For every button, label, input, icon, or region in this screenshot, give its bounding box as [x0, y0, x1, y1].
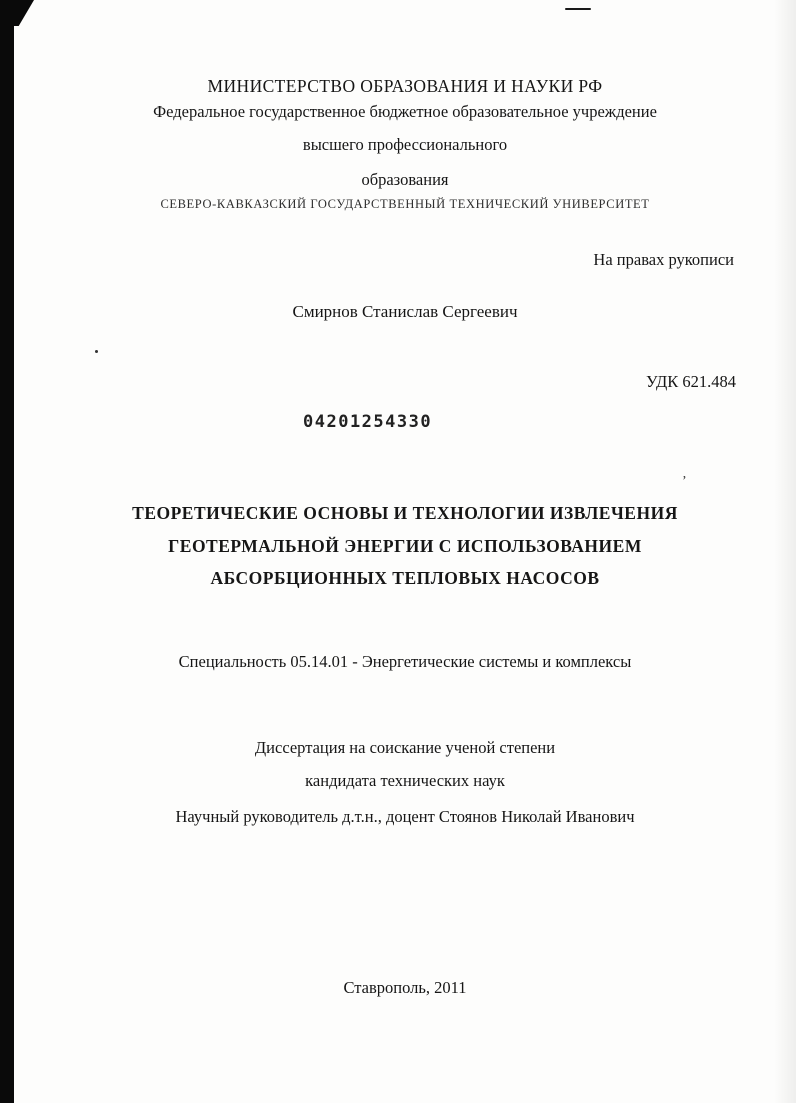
dissertation-degree-line-1: Диссертация на соискание ученой степени	[254, 738, 556, 757]
ministry-line: МИНИСТЕРСТВО ОБРАЗОВАНИЯ И НАУКИ РФ	[207, 76, 603, 96]
institution-line-2: высшего профессионального	[302, 135, 508, 154]
scientific-advisor-line: Научный руководитель д.т.н., доцент Стоянов Николай Иванович	[175, 807, 635, 826]
institution-line-3: образования	[361, 170, 449, 189]
institution-line-1: Федеральное государственное бюджетное образовательное учреждение	[153, 102, 657, 121]
dissertation-title-line-2: ГЕОТЕРМАЛЬНОЙ ЭНЕРГИИ С ИСПОЛЬЗОВАНИЕМ	[168, 536, 642, 556]
scan-comma-artifact: ’	[682, 474, 687, 489]
udc-code: УДК 621.484	[645, 372, 736, 391]
scan-left-edge-bar	[0, 0, 14, 1103]
scan-top-left-blob	[0, 0, 34, 26]
university-name: СЕВЕРО-КАВКАЗСКИЙ ГОСУДАРСТВЕННЫЙ ТЕХНИЧЕСКИЙ УНИВЕРСИТЕТ	[160, 197, 650, 211]
scan-dot-artifact	[95, 350, 98, 353]
specialty-line: Специальность 05.14.01 - Энергетические системы и комплексы	[178, 652, 632, 671]
place-and-year: Ставрополь, 2011	[343, 978, 467, 997]
registration-number: 04201254330	[303, 412, 433, 432]
scan-right-edge-shade	[774, 0, 796, 1103]
author-name: Смирнов Станислав Сергеевич	[292, 302, 518, 321]
manuscript-rights-note: На правах рукописи	[593, 250, 734, 269]
scan-top-right-line	[565, 8, 591, 10]
dissertation-degree-line-2: кандидата технических наук	[305, 771, 505, 790]
dissertation-title-line-1: ТЕОРЕТИЧЕСКИЕ ОСНОВЫ И ТЕХНОЛОГИИ ИЗВЛЕЧЕНИЯ	[132, 503, 678, 523]
dissertation-title-line-3: АБСОРБЦИОННЫХ ТЕПЛОВЫХ НАСОСОВ	[210, 568, 600, 588]
